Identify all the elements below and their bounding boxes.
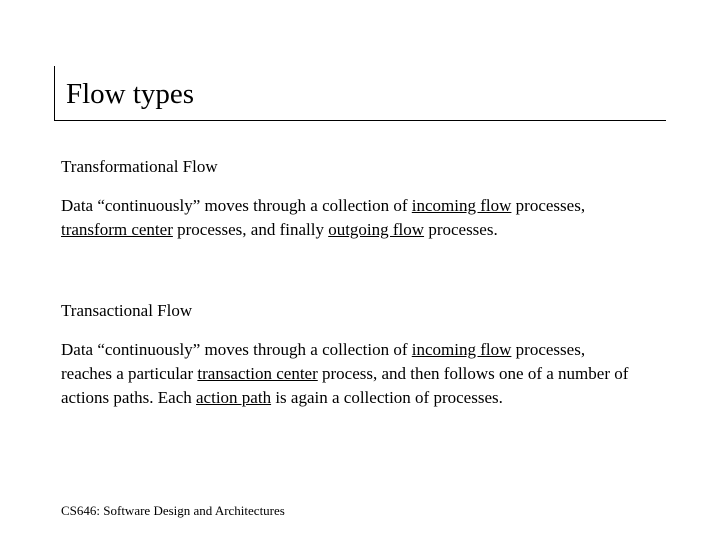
section-paragraph <box>61 194 631 242</box>
underlined-term-incoming-flow: incoming flow <box>411 340 512 359</box>
paragraph-run: Data “continuously” moves through a collection of <box>61 196 412 215</box>
paragraph-run: processes, <box>511 196 586 215</box>
paragraph-run: processes, reaches a particular <box>61 340 586 383</box>
paragraph-run: process, and then follows one of a number of actions paths. Each <box>61 364 629 407</box>
section-paragraph <box>61 338 631 410</box>
paragraph-run: is again a collection of processes. <box>271 388 503 407</box>
paragraph-run: processes. <box>424 220 498 239</box>
section-heading: Transformational Flow <box>61 157 218 176</box>
paragraph-run: processes, and finally <box>172 220 329 239</box>
section-transactional-flow <box>61 301 631 410</box>
underlined-term-incoming-flow: incoming flow <box>411 196 512 215</box>
underlined-term-action-path: action path <box>196 388 272 407</box>
slide-title: Flow types <box>66 78 195 110</box>
underlined-term-outgoing-flow: outgoing flow <box>328 220 425 239</box>
underlined-term-transform-center: transform center <box>61 220 173 239</box>
section-transformational-flow <box>61 157 631 242</box>
title-vertical-rule <box>54 66 55 120</box>
slide-footer: CS646: Software Design and Architectures <box>61 503 285 518</box>
underlined-term-transaction-center: transaction center <box>197 364 318 383</box>
paragraph-run: Data “continuously” moves through a collection of <box>61 340 412 359</box>
section-heading: Transactional Flow <box>61 301 193 320</box>
title-horizontal-rule <box>54 120 666 121</box>
